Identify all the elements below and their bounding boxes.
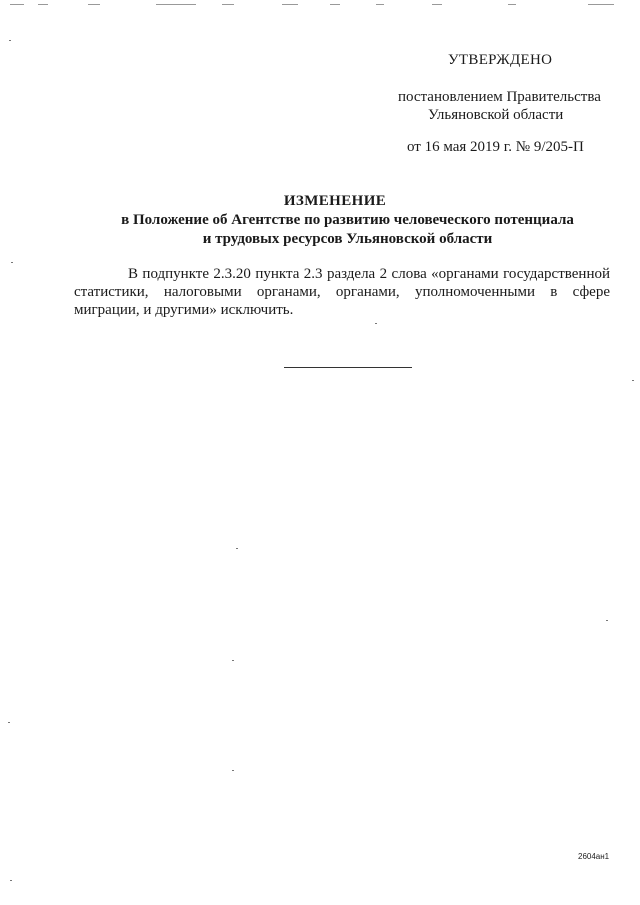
scan-speck <box>606 620 608 621</box>
scan-speck <box>9 40 11 41</box>
body-text-line: В подпункте 2.3.20 пункта 2.3 раздела 2 слова «органами государственной <box>128 266 610 282</box>
scan-speck <box>236 548 238 549</box>
approval-issuer-line-1: постановлением Правительства <box>398 89 601 105</box>
approval-title: УТВЕРЖДЕНО <box>448 52 553 68</box>
document-subtitle-line-2: и трудовых ресурсов Ульяновской области <box>202 231 493 247</box>
end-divider-line <box>284 367 412 368</box>
approval-issuer-line-2: Ульяновской области <box>428 107 564 123</box>
scan-speck <box>232 770 234 771</box>
scan-speck <box>10 880 12 881</box>
scan-speck <box>632 380 634 381</box>
scan-speck <box>232 660 234 661</box>
approval-block <box>0 0 640 170</box>
scan-speck <box>8 722 10 723</box>
document-subtitle-line-1: в Положение об Агентстве по развитию человеческого потенциала <box>121 212 574 228</box>
approval-date: от 16 мая 2019 г. № 9/205-П <box>407 139 584 155</box>
scan-speck <box>375 323 377 324</box>
scan-speck <box>11 262 13 263</box>
body-text-line: миграции, и другими» исключить. <box>74 302 294 318</box>
body-text-line: статистики, налоговыми органами, органами, уполномоченными в сфере <box>74 284 610 300</box>
document-title: ИЗМЕНЕНИЕ <box>283 193 387 209</box>
footer-document-code: 2604ан1 <box>578 852 610 861</box>
